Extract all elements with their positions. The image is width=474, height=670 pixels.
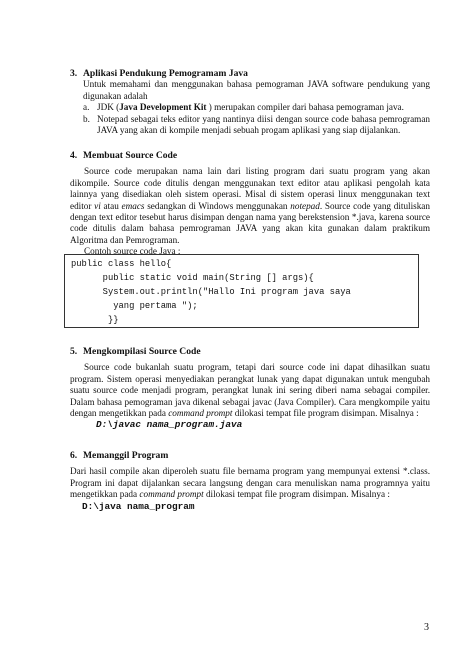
list-item: b. Notepad sebagai teks editor yang nantinya diisi dengan source code bahasa pemrograman JAVA yang akan di kompile menjadi sebuah progam aplikasi yang siap dijalankan.: [83, 113, 430, 136]
section-4: [70, 150, 430, 258]
page-number: 3: [424, 622, 429, 633]
section-3-heading: 3. Aplikasi Pendukung Pemogramam Java: [70, 68, 248, 79]
section-6-paragraph: Dari hasil compile akan diperoleh suatu file bernama program yang mempunyai extensi *.class. Program ini dapat dijalankan secara langsung dengan cara menuliskan nama programnya yaitu mengetikkan pada command prompt dilokasi tempat file program disimpan. Misalnya :: [70, 466, 430, 500]
code-block: [64, 254, 419, 328]
section-4-heading: 4. Membuat Source Code: [70, 150, 178, 161]
section-5-heading: 5. Mengkompilasi Source Code: [70, 346, 201, 357]
code-example-label: Contoh source code Java :: [84, 246, 181, 257]
section-3-title: Aplikasi Pendukung Pemogramam Java: [83, 68, 248, 79]
section-5: [70, 346, 430, 431]
section-6: [70, 450, 430, 512]
list-item: a. JDK (Java Development Kit ) merupakan compiler dari bahasa pemograman java.: [83, 102, 404, 113]
code-line: yang pertama ");: [71, 301, 198, 311]
code-line: public class hello{: [71, 259, 172, 269]
run-command: D:\java nama_program: [82, 500, 195, 512]
section-5-paragraph: Source code bukanlah suatu program, tetapi dari source code ini dapat dihasilkan suatu program. Sistem operasi menyediakan perangkat lunak yang dapat digunakan untuk mengubah suatu source code menjadi program, perangkat lunak ini sering diberi nama sebagai compiler. Dalam bahasa pemograman java dikenal sebagai javac (Java Compiler). Cara mengkompile yaitu dengan mengetikkan pada command prompt dilokasi tempat file program disimpan. Misalnya :: [70, 362, 430, 419]
section-6-heading: 6. Memanggil Program: [70, 450, 169, 461]
section-4-paragraph: Source code merupakan nama lain dari listing program dari suatu program yang akan dikompile. Source code ditulis dengan menggunakan text editor atau aplikasi pengolah kata lainnya yang disediakan oleh sistem operasi. Misal di sistem operasi linux menggunakan text editor vi atau emacs sedangkan di Windows menggunakan notepad. Source code yang dituliskan dengan text editor tesebut harus disimpan dengan nama yang berekstension *.java, karena source code ditulis dalam bahasa pemrograman JAVA yang akan kita gunakan dalam praktikum Algoritma dan Pemrograman.: [70, 166, 430, 245]
code-line: public static void main(String [] args){: [71, 273, 314, 283]
compile-command: D:\javac nama_program.java: [96, 419, 243, 431]
section-4-title: Membuat Source Code: [83, 150, 178, 161]
code-line: }}: [71, 315, 119, 325]
code-line: System.out.println("Hallo Ini program java saya: [71, 287, 351, 297]
section-6-title: Memanggil Program: [83, 450, 169, 461]
section-3: [70, 68, 430, 136]
section-5-title: Mengkompilasi Source Code: [83, 346, 201, 357]
section-3-intro: Untuk memahami dan menggunakan bahasa pemograman JAVA software pendukung yang digunakan adalah: [83, 79, 430, 101]
section-3-list: [83, 102, 430, 136]
